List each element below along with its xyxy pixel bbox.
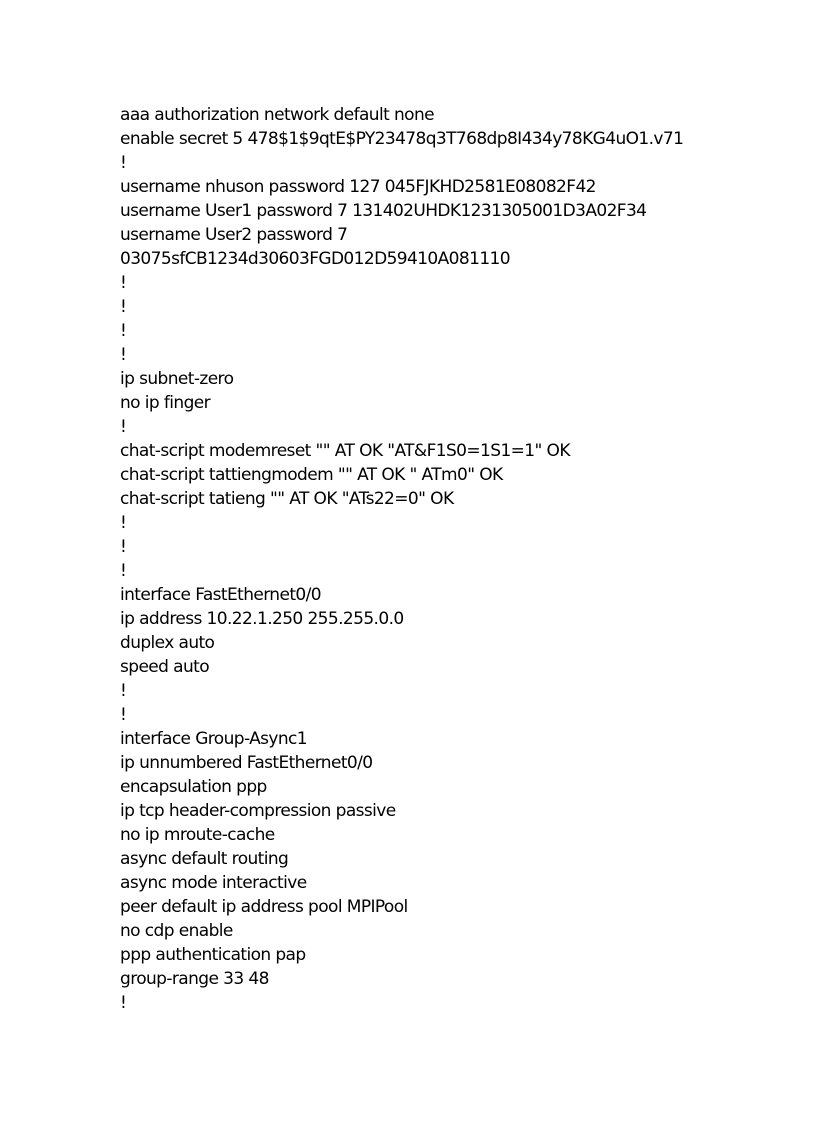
config-line: ip unnumbered FastEthernet0/0 <box>120 753 373 773</box>
config-line: ! <box>120 417 127 437</box>
config-line: interface FastEthernet0/0 <box>120 585 321 605</box>
config-line: async default routing <box>120 849 289 869</box>
config-line: no ip mroute-cache <box>120 825 275 845</box>
config-line: ! <box>120 537 127 557</box>
config-line: no ip finger <box>120 393 211 413</box>
config-line: ! <box>120 273 127 293</box>
config-line: ! <box>120 297 127 317</box>
config-line: ppp authentication pap <box>120 945 306 965</box>
config-line: encapsulation ppp <box>120 777 267 797</box>
config-line: chat-script tattiengmodem "" AT OK " ATm0" OK <box>120 465 503 485</box>
config-line: ! <box>120 705 127 725</box>
config-line: ip subnet-zero <box>120 369 234 389</box>
router-config-text <box>120 103 780 1015</box>
config-line: username User2 password 7 <box>120 225 348 245</box>
config-line: enable secret 5 478$1$9qtE$PY23478q3T768dp8I434y78KG4uO1.v71 <box>120 129 684 149</box>
config-line: async mode interactive <box>120 873 307 893</box>
config-line: ! <box>120 321 127 341</box>
config-line: speed auto <box>120 657 210 677</box>
config-line: chat-script tatieng "" AT OK "ATs22=0" OK <box>120 489 454 509</box>
config-line: no cdp enable <box>120 921 233 941</box>
config-line: ! <box>120 993 127 1013</box>
config-line: duplex auto <box>120 633 215 653</box>
config-line: ! <box>120 561 127 581</box>
config-line: ! <box>120 345 127 365</box>
config-line: ! <box>120 153 127 173</box>
config-line: chat-script modemreset "" AT OK "AT&F1S0=1S1=1" OK <box>120 441 570 461</box>
config-line: username nhuson password 127 045FJKHD2581E08082F42 <box>120 177 596 197</box>
config-line: 03075sfCB1234d30603FGD012D59410A081110 <box>120 249 510 269</box>
config-line: ip tcp header-compression passive <box>120 801 396 821</box>
config-line: ! <box>120 513 127 533</box>
config-line: peer default ip address pool MPIPool <box>120 897 408 917</box>
config-line: aaa authorization network default none <box>120 105 434 125</box>
config-line: interface Group-Async1 <box>120 729 308 749</box>
config-line: group-range 33 48 <box>120 969 269 989</box>
config-line: ip address 10.22.1.250 255.255.0.0 <box>120 609 404 629</box>
config-line: username User1 password 7 131402UHDK1231305001D3A02F34 <box>120 201 647 221</box>
config-line: ! <box>120 681 127 701</box>
